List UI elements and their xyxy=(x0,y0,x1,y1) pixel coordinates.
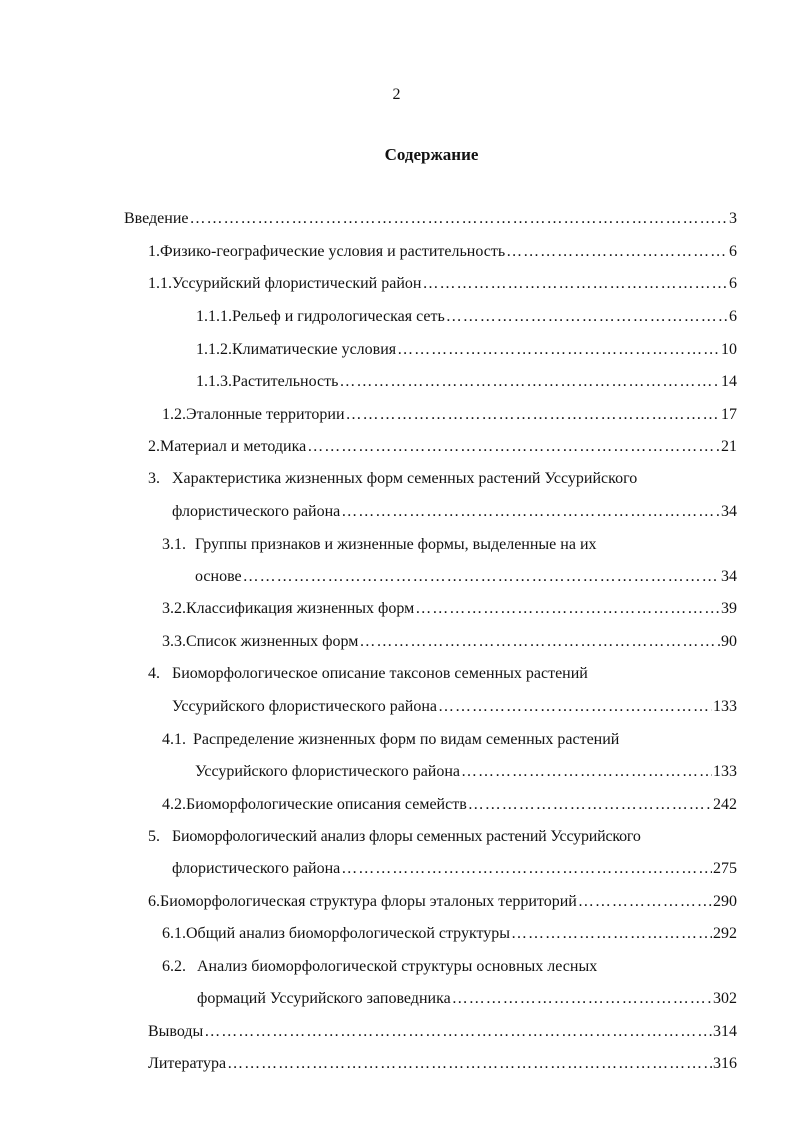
toc-entry-2 xyxy=(148,436,737,458)
toc-page-number: 275 xyxy=(713,860,737,877)
toc-entry-title: Список жизненных форм xyxy=(186,633,359,650)
toc-leader-dots xyxy=(468,794,712,816)
toc-entry-number: 1.1.2. xyxy=(196,341,232,358)
toc-leader-dots xyxy=(397,339,720,361)
toc-page-number: 133 xyxy=(713,763,737,780)
toc-entry-1-1-3 xyxy=(196,371,737,393)
toc-page-number: 302 xyxy=(713,990,737,1007)
toc-entry-title: Физико-географические условия и растительность xyxy=(160,243,506,260)
toc-page-number: 10 xyxy=(721,341,737,358)
toc-entry-number: 3.1. xyxy=(162,536,186,553)
toc-entry-4-cont xyxy=(172,696,737,718)
toc-leader-dots xyxy=(438,696,712,718)
toc-entry-number: 4.1. xyxy=(162,731,186,748)
page-number: 2 xyxy=(392,86,401,103)
page-title: Содержание xyxy=(384,145,479,164)
toc-entry-number: 1.1.1. xyxy=(196,308,232,325)
toc-entry-number: 3.2. xyxy=(162,600,186,617)
toc-leader-dots xyxy=(346,404,720,426)
toc-entry-literature xyxy=(148,1053,737,1075)
toc-leader-dots xyxy=(341,501,720,523)
toc-entry-3-2 xyxy=(162,598,737,620)
toc-entry-title: Эталонные территории xyxy=(186,406,345,423)
toc-leader-dots xyxy=(446,306,728,328)
toc-entry-number: 3.3. xyxy=(162,633,186,650)
toc-entry-6 xyxy=(148,891,737,913)
toc-page-number: 6 xyxy=(729,275,737,292)
toc-entry-title: Растительность xyxy=(232,373,339,390)
toc-leader-dots xyxy=(452,988,712,1010)
toc-entry-title: Биоморфологические описания семейств xyxy=(186,796,467,813)
toc-entry-number: 2. xyxy=(148,438,160,455)
toc-entry-3-1-cont xyxy=(195,566,737,588)
toc-entry-title: Выводы xyxy=(148,1023,204,1040)
toc-entry-number: 1. xyxy=(148,243,160,260)
toc-leader-dots xyxy=(422,273,728,295)
toc-page-number: 292 xyxy=(713,925,737,942)
toc-entry-1 xyxy=(148,241,737,263)
toc-page-number: 34 xyxy=(721,568,737,585)
toc-entry-number: 6.1. xyxy=(162,925,186,942)
toc-entry-3 xyxy=(148,468,737,490)
toc-leader-dots xyxy=(461,761,712,783)
toc-entry-3-1 xyxy=(162,534,737,556)
toc-leader-dots xyxy=(578,891,712,913)
toc-entry-1-1 xyxy=(148,273,737,295)
toc-entry-4-2 xyxy=(162,794,737,816)
toc-leader-dots xyxy=(341,858,712,880)
toc-entry-3-cont xyxy=(172,501,737,523)
toc-entry-number: 5. xyxy=(148,828,160,845)
toc-leader-dots xyxy=(415,598,720,620)
toc-leader-dots xyxy=(339,371,720,393)
toc-page-number: 14 xyxy=(721,373,737,390)
toc-page-number: 17 xyxy=(721,406,737,423)
toc-entry-title: Общий анализ биоморфологической структуры xyxy=(186,925,511,942)
toc-page-number: 6 xyxy=(729,308,737,325)
toc-entry-title-line1: Биоморфологическое описание таксонов семенных растений xyxy=(172,665,588,682)
toc-leader-dots xyxy=(307,436,720,458)
toc-entry-number: 1.1.3. xyxy=(196,373,232,390)
toc-entry-1-2 xyxy=(162,404,737,426)
toc-leader-dots xyxy=(511,923,712,945)
toc-entry-4-1-cont xyxy=(195,761,737,783)
toc-entry-number: 4.2. xyxy=(162,796,186,813)
toc-page-number: 242 xyxy=(713,796,737,813)
toc-entry-number: 1.2. xyxy=(162,406,186,423)
toc-entry-number: 3. xyxy=(148,470,160,487)
toc-entry-4-1 xyxy=(162,729,737,751)
toc-leader-dots xyxy=(359,631,720,653)
toc-entry-6-2-cont xyxy=(197,988,737,1010)
toc-page-number: 133 xyxy=(713,698,737,715)
toc-entry-1-1-1 xyxy=(196,306,737,328)
toc-entry-title: Классификация жизненных форм xyxy=(186,600,415,617)
toc-entry-6-2 xyxy=(162,956,737,978)
toc-leader-dots xyxy=(243,566,720,588)
toc-entry-1-1-2 xyxy=(196,339,737,361)
toc-entry-title: Биоморфологическая структура флоры эталоных территорий xyxy=(160,893,577,910)
toc-entry-title-line1: Группы признаков и жизненные формы, выделенные на их xyxy=(195,536,597,553)
toc-leader-dots xyxy=(204,1021,712,1043)
toc-page-number: 34 xyxy=(721,503,737,520)
toc-entry-conclusions xyxy=(148,1021,737,1043)
toc-entry-title-line2: Уссурийского флористического района xyxy=(172,698,438,715)
toc-entry-number: 6. xyxy=(148,893,160,910)
toc-entry-6-1 xyxy=(162,923,737,945)
toc-entry-title: Рельеф и гидрологическая сеть xyxy=(232,308,445,325)
toc-entry-5-cont xyxy=(172,858,737,880)
toc-page-number: 290 xyxy=(713,893,737,910)
toc-entry-title: Климатические условия xyxy=(232,341,397,358)
toc-leader-dots xyxy=(506,241,728,263)
toc-entry-title-line2: Уссурийского флористического района xyxy=(195,763,461,780)
toc-entry-intro xyxy=(124,208,737,230)
toc-entry-title-line1: Распределение жизненных форм по видам семенных растений xyxy=(193,731,620,748)
toc-entry-title: Материал и методика xyxy=(160,438,307,455)
toc-entry-title-line1: Характеристика жизненных форм семенных растений Уссурийского xyxy=(172,470,638,487)
toc-entry-title-line2: флористического района xyxy=(172,860,341,877)
toc-page-number: 314 xyxy=(713,1023,737,1040)
toc-entry-number: 1.1. xyxy=(148,275,172,292)
toc-entry-title: Литература xyxy=(148,1055,227,1072)
toc-page-number: 90 xyxy=(721,633,737,650)
toc-page-number: 39 xyxy=(721,600,737,617)
toc-entry-title: Уссурийский флористический район xyxy=(172,275,422,292)
toc-entry-title-line2: флористического района xyxy=(172,503,341,520)
toc-entry-title-line1: Биоморфологический анализ флоры семенных растений Уссурийского xyxy=(172,828,641,845)
toc-leader-dots xyxy=(190,208,729,230)
toc-page-number: 3 xyxy=(729,210,737,227)
toc-entry-3-3 xyxy=(162,631,737,653)
toc-leader-dots xyxy=(227,1053,712,1075)
toc-entry-title: Введение xyxy=(124,210,189,227)
toc-entry-title-line2: основе xyxy=(195,568,242,585)
toc-entry-title-line1: Анализ биоморфологической структуры основных лесных xyxy=(197,958,598,975)
toc-page-number: 316 xyxy=(713,1055,737,1072)
toc-entry-5 xyxy=(148,826,737,848)
toc-entry-4 xyxy=(148,663,737,685)
toc-page-number: 21 xyxy=(721,438,737,455)
toc-page-number: 6 xyxy=(729,243,737,260)
toc-entry-number: 4. xyxy=(148,665,160,682)
toc-entry-number: 6.2. xyxy=(162,958,186,975)
toc-entry-title-line2: формаций Уссурийского заповедника xyxy=(197,990,451,1007)
